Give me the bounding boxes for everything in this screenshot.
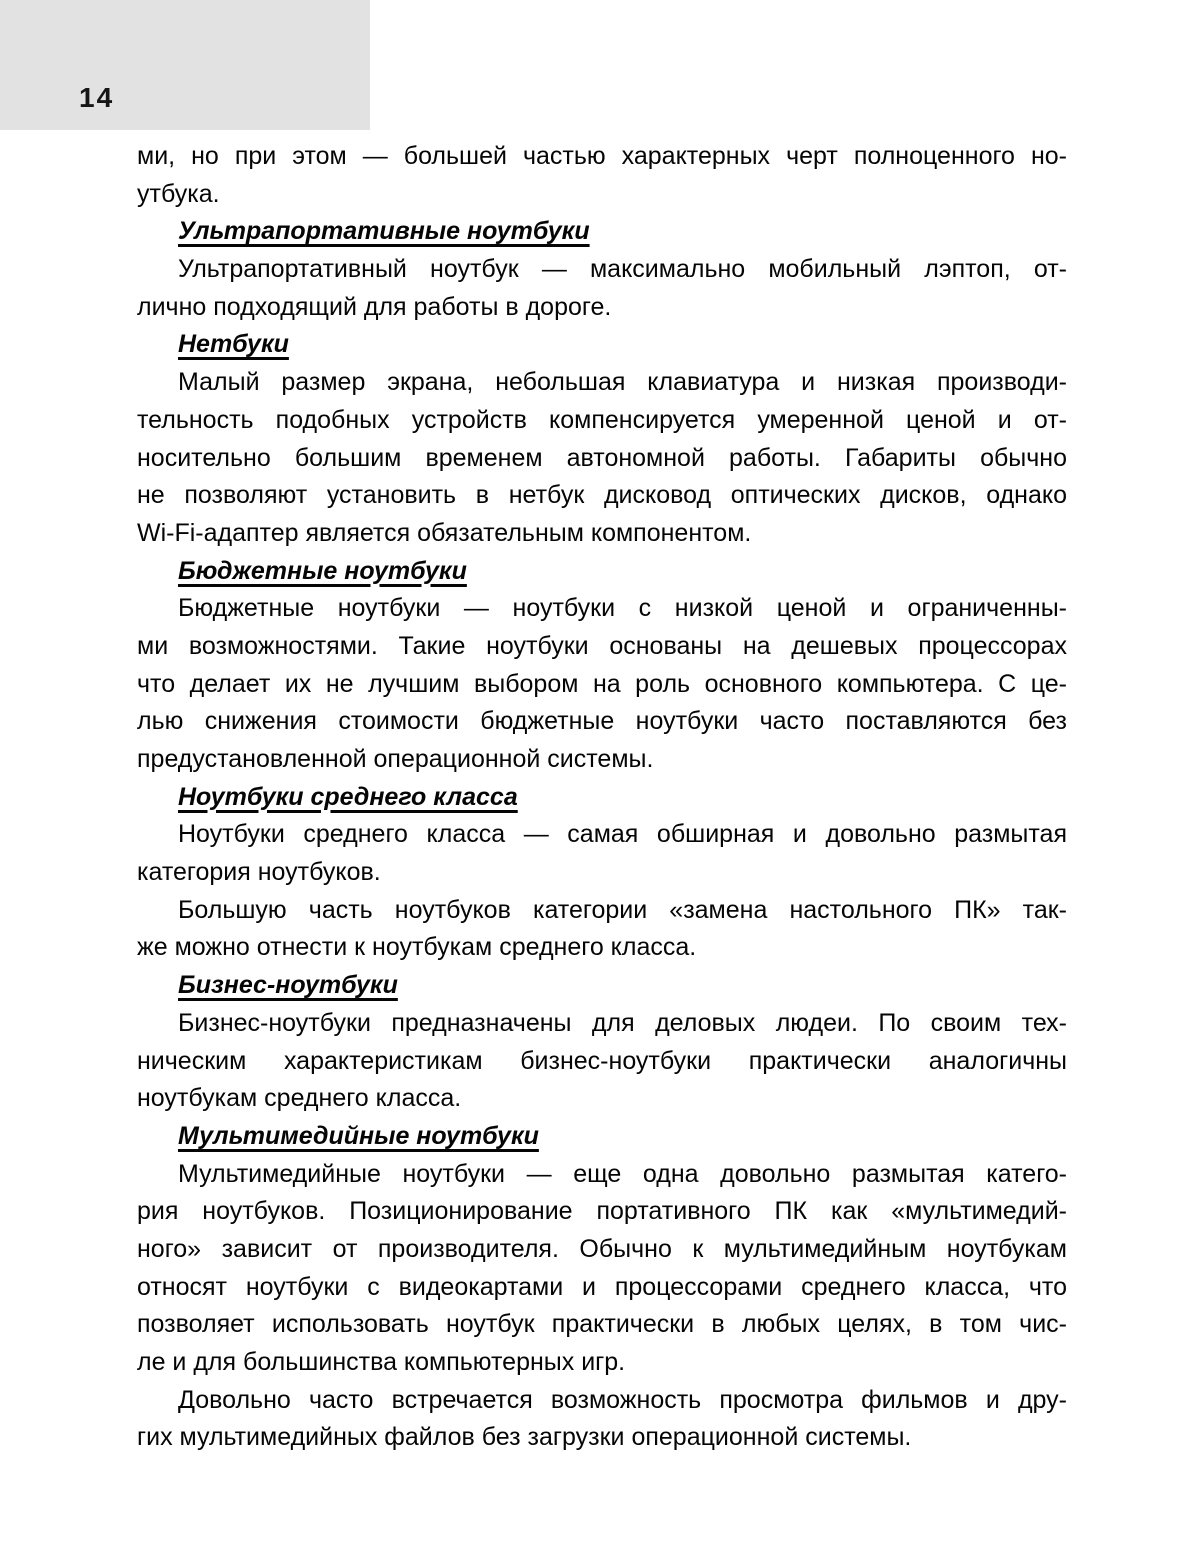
text-line: ле и для большинства компьютерных игр. [137, 1348, 626, 1376]
text-line: Довольно часто встречается возможность просмотра фильмов и дру- [178, 1385, 1067, 1414]
text-line: что делает их не лучшим выбором на роль основного компьютера. С це- [137, 669, 1067, 698]
text-line: предустановленной операционной системы. [137, 745, 654, 773]
section-heading [137, 326, 1067, 364]
text-line: ническим характеристикам бизнес-ноутбуки практически аналогичны [137, 1046, 1067, 1075]
text-line: тельность подобных устройств компенсируется умеренной ценой и от- [137, 405, 1067, 434]
section-heading-text: Ультрапортативные ноутбуки [178, 217, 590, 246]
text-line: ноутбукам среднего класса. [137, 1084, 462, 1113]
text-line: Малый размер экрана, небольшая клавиатура и низкая производи- [178, 368, 1067, 397]
section-heading-text: Бюджетные ноутбуки [178, 556, 467, 585]
text-line: Бизнес-ноутбуки предназначены для деловых людеи. По своим тех- [178, 1008, 1067, 1037]
section-heading [137, 213, 1067, 251]
text-line: Мультимедийные ноутбуки — еще одна довольно размытая катего- [178, 1159, 1067, 1188]
text-line: позволяет использовать ноутбук практически в любых целях, в том чис- [137, 1310, 1067, 1339]
text-line: Ноутбуки среднего класса — самая обширная и довольно размытая [178, 820, 1067, 849]
section-heading [137, 1118, 1067, 1156]
text-line: Бюджетные ноутбуки — ноутбуки с низкой ценой и ограниченны- [178, 594, 1067, 623]
section-heading-text: Мультимедийные ноутбуки [178, 1121, 539, 1150]
text-line: категория ноутбуков. [137, 858, 381, 887]
text-line: утбука. [137, 179, 220, 208]
text-line: Большую часть ноутбуков категории «замена настольного ПК» так- [178, 895, 1067, 924]
page-number: 14 [79, 82, 115, 113]
text-line: же можно отнести к ноутбукам среднего класса. [137, 933, 697, 962]
text-line: относят ноутбуки с видеокартами и процессорами среднего класса, что [137, 1272, 1067, 1301]
text-line: лью снижения стоимости бюджетные ноутбуки часто поставляются без [137, 707, 1067, 736]
text-line: лично подходящий для работы в дороге. [137, 292, 612, 321]
text-line: ного» зависит от производителя. Обычно к мультимедийным ноутбукам [137, 1234, 1067, 1263]
page-header-band [0, 0, 370, 130]
text-line: рия ноутбуков. Позиционирование портативного ПК как «мультимедий- [137, 1197, 1067, 1226]
section-heading [137, 553, 1067, 591]
text-line: не позволяют установить в нетбук дисковод оптических дисков, однако [137, 481, 1067, 510]
text-line: Ультрапортативный ноутбук — максимально мобильный лэптоп, от- [178, 255, 1067, 284]
text-line: носительно большим временем автономной работы. Габариты обычно [137, 443, 1067, 472]
text-line: Wi-Fi-адаптер является обязательным компонентом. [137, 518, 752, 547]
section-heading-text: Нетбуки [178, 330, 289, 359]
text-line: ми возможностями. Такие ноутбуки основаны на дешевых процессорах [137, 631, 1067, 660]
text-line: ми, но при этом — большей частью характерных черт полноценного но- [137, 142, 1067, 170]
text-line: гих мультимедийных файлов без загрузки операционной системы. [137, 1423, 912, 1452]
section-heading-text: Бизнес-ноутбуки [178, 971, 398, 1000]
section-heading [137, 779, 1067, 817]
section-heading-text: Ноутбуки среднего класса [178, 782, 518, 811]
section-heading [137, 967, 1067, 1005]
page-text [137, 138, 1067, 1457]
